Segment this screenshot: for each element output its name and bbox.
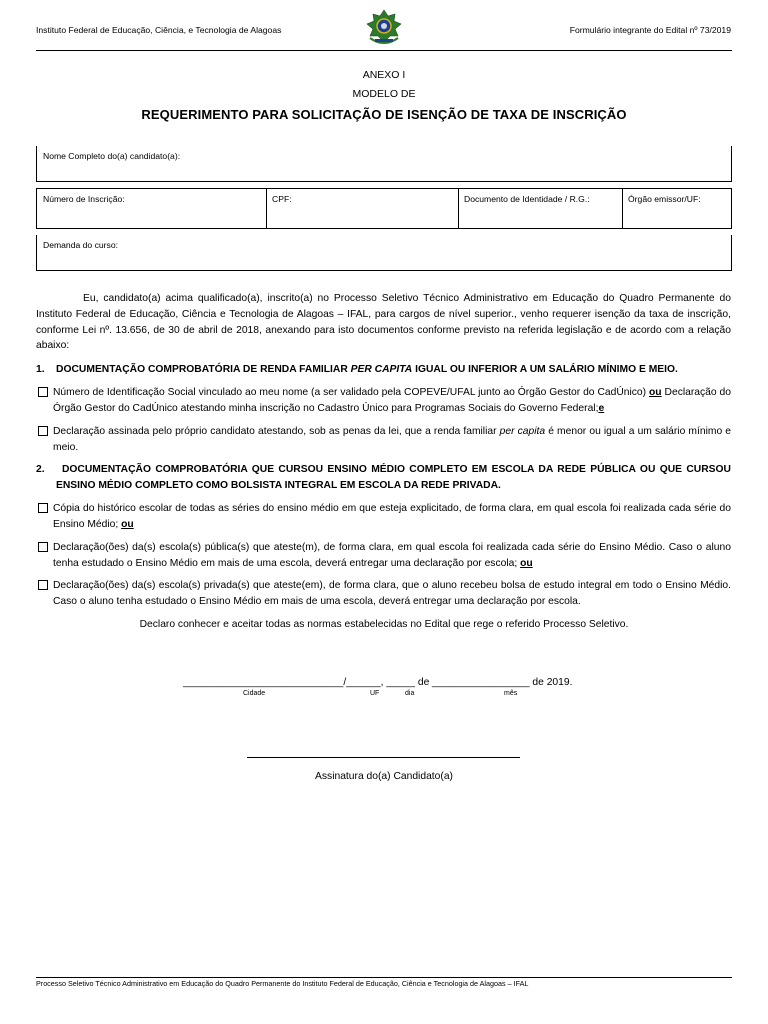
comma-separator: , [380, 677, 387, 688]
signature-label: Assinatura do(a) Candidato(a) [315, 771, 453, 782]
signature-line[interactable] [247, 757, 520, 758]
item-text [53, 501, 731, 533]
section-title: DOCUMENTAÇÃO COMPROBATÓRIA DE RENDA FAMILIAR [56, 364, 351, 375]
identity-document-label: Documento de Identidade / R.G.: [464, 194, 590, 204]
year-text: de 2019. [529, 677, 573, 688]
cpf-label: CPF: [272, 194, 292, 204]
city-label: Cidade [243, 690, 266, 697]
item-text: Declaração(ões) da(s) escola(s) privada(s) que ateste(em), de forma clara, que o aluno recebeu bolsa de estudo integral em todo o Ensino Médio. Caso o aluno tenha estudado o Ensino Médio em mais de uma escola, deverá entregar uma declaração por escola. [53, 580, 731, 607]
name-label: Nome Completo do(a) candidato(a): [43, 151, 181, 161]
list-item [36, 424, 731, 456]
list-item [36, 578, 731, 610]
city-blank[interactable]: ____________________________ [183, 677, 344, 688]
inscription-label: Número de Inscrição: [43, 194, 125, 204]
header-institution: Instituto Federal de Educação, Ciência, e Tecnologia de Alagoas [36, 25, 282, 35]
item-text-part: Número de Identificação Social vinculado ao meu nome (a ser validado pela COPEVE/UFAL junto ao Órgão Gestor do CadÚnico) [53, 387, 650, 398]
footer-text: Processo Seletivo Técnico Administrativo em Educação do Quadro Permanente do Instituto Federal de Educação, Ciência e Tecnologia de Alagoas – IFAL [36, 979, 529, 988]
section-title: DOCUMENTAÇÃO COMPROBATÓRIA QUE CURSOU ENSINO MÉDIO COMPLETO EM ESCOLA DA REDE PÚBLICA OU QUE CURSOU ENSINO MÉDIO COMPLETO COMO BOLSISTA INTEGRAL EM ESCOLA DA REDE PRIVADA. [56, 464, 731, 491]
list-item [36, 385, 731, 417]
checkbox[interactable] [38, 542, 48, 552]
brazil-coat-of-arms-icon [364, 8, 404, 48]
course-label: Demanda do curso: [43, 240, 118, 250]
list-item [36, 540, 731, 572]
course-field[interactable] [36, 235, 732, 271]
day-blank[interactable]: _____ [386, 677, 415, 688]
page-title: REQUERIMENTO PARA SOLICITAÇÃO DE ISENÇÃO DE TAXA DE INSCRIÇÃO [141, 107, 627, 122]
item-text-italic: per capita [499, 426, 546, 437]
item-text-part: Declaração(ões) da(s) escola(s) pública(s) que ateste(m), de forma clara, em qual escola foi realizada cada série do Ensino Médio. Caso o aluno tenha estudado o Ensino Médio em mais de uma escola, deverá entregar uma declaração por escola; [53, 542, 731, 569]
section-title: IGUAL OU INFERIOR A UM SALÁRIO MÍNIMO E MEIO. [412, 364, 678, 375]
section-number: 1. [36, 364, 45, 375]
date-line [183, 677, 572, 688]
day-label: dia [405, 690, 415, 697]
checkbox[interactable] [38, 387, 48, 397]
checkbox[interactable] [38, 426, 48, 436]
section-2-heading [36, 462, 731, 494]
annex-title: ANEXO I [362, 69, 406, 81]
item-text [53, 385, 731, 417]
issuer-field[interactable] [622, 189, 731, 228]
slash-separator: / [343, 677, 347, 688]
date-connector: de [414, 677, 433, 688]
header-edital: Formulário integrante do Edital nº 73/2019 [569, 25, 731, 35]
connector-e: e [598, 402, 605, 414]
month-blank[interactable]: _________________ [432, 677, 530, 688]
header-divider [36, 50, 732, 51]
list-item [36, 501, 731, 533]
item-text-part: é menor ou igual a um salário mínimo e meio. [53, 426, 731, 453]
item-text [53, 540, 731, 572]
section-1-heading [36, 362, 731, 378]
identity-document-field[interactable] [458, 189, 622, 228]
checkbox[interactable] [38, 580, 48, 590]
intro-paragraph: Eu, candidato(a) acima qualificado(a), inscrito(a) no Processo Seletivo Técnico Administrativo em Educação do Quadro Permanente do Instituto Federal de Educação, Ciência e Tecnologia de Alagoas – IFAL, para cargos de nível superior., venho requerer isenção da taxa de inscrição, conforme Lei nº. 13.656, de 30 de abril de 2018, anexando para isto documentos conforme previsto na referida legislação e de acordo com a relação abaixo: [36, 293, 731, 352]
item-text-part: Declaração do Órgão Gestor do CadÚnico atestando minha inscrição no Cadastro Único para Programas Sociais do Governo Federal; [53, 387, 731, 414]
item-text-part: Declaração assinada pelo próprio candidato atestando, sob as penas da lei, que a renda familiar [53, 426, 500, 437]
item-text-part: Cópia do histórico escolar de todas as séries do ensino médio em que esteja explicitado, de forma clara, em qual escola foi realizada cada série do Ensino Médio; [53, 503, 731, 530]
connector-ou: ou [649, 387, 662, 398]
declaration-text: Declaro conhecer e aceitar todas as normas estabelecidas no Edital que rege o referido Processo Seletivo. [139, 619, 629, 630]
cpf-field[interactable] [266, 189, 458, 228]
inscription-field[interactable] [37, 189, 266, 228]
month-label: mês [504, 690, 518, 697]
model-title: MODELO DE [352, 88, 416, 100]
issuer-label: Órgão emissor/UF: [628, 194, 701, 204]
checkbox[interactable] [38, 503, 48, 513]
item-text [53, 424, 731, 456]
identification-row [36, 188, 732, 229]
name-field[interactable] [36, 146, 732, 182]
section-number: 2. [36, 464, 45, 475]
connector-ou: ou [520, 557, 533, 569]
section-title-italic: PER CAPITA [350, 364, 413, 375]
uf-label: UF [370, 690, 380, 697]
connector-ou: ou [121, 518, 134, 530]
uf-blank[interactable]: ______ [346, 677, 381, 688]
footer-divider [36, 977, 732, 978]
